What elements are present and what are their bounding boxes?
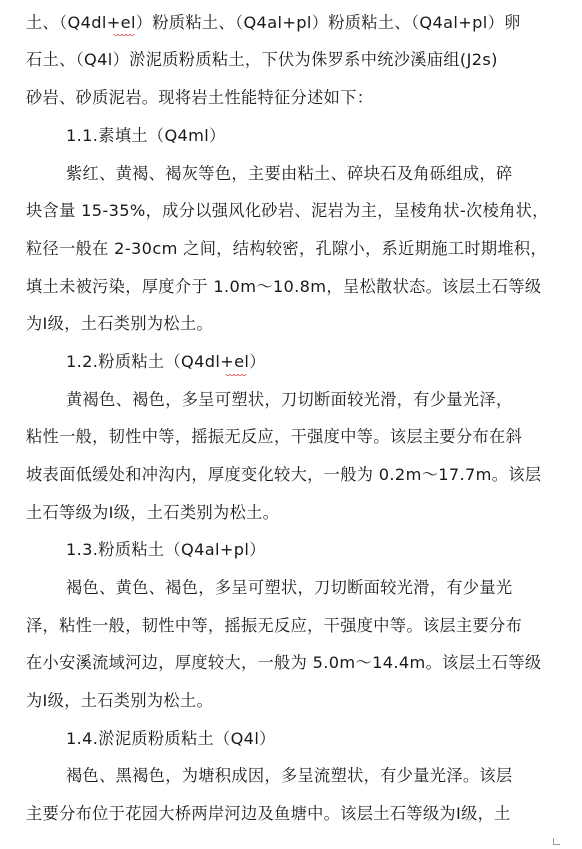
- text-line-21: 褐色、黑褐色，为塘积成因，多呈流塑状，有少量光泽。该层: [66, 766, 513, 785]
- corner-mark-icon: [553, 838, 560, 845]
- text-line-16: 褐色、黄色、褐色，多呈可塑状，刀切断面较光滑，有少量光: [66, 578, 513, 597]
- text-line-13: 坡表面低缓处和冲沟内，厚度变化较大，一般为 0.2m～17.7m。该层: [26, 465, 542, 484]
- text-line-1: 土、（Q4dl+el）粉质粘土、（Q4al+pl）粉质粘土、（Q4al+pl）卵: [26, 13, 521, 32]
- text-line-22: 主要分布位于花园大桥两岸河边及鱼塘中。该层土石等级为Ⅰ级，土: [26, 804, 511, 823]
- spellcheck-underline: [226, 374, 246, 377]
- text-line-7: 粒径一般在 2-30cm 之间，结构较密，孔隙小，系近期施工时期堆积，: [26, 239, 548, 258]
- text-line-3: 砂岩、砂质泥岩。现将岩土性能特征分述如下：: [26, 88, 374, 107]
- section-heading-1-4: 1.4.淤泥质粉质粘土（Q4l）: [66, 729, 276, 748]
- text-line-14: 土石等级为Ⅰ级，土石类别为松土。: [26, 503, 280, 522]
- spellcheck-underline: [114, 34, 134, 37]
- text-line-18: 在小安溪流域河边，厚度较大，一般为 5.0m～14.4m。该层土石等级: [26, 653, 542, 672]
- text-line-12: 粘性一般，韧性中等，摇振无反应，干强度中等。该层主要分布在斜: [26, 427, 523, 446]
- section-heading-1-2: 1.2.粉质粘土（Q4dl+el）: [66, 352, 266, 371]
- text-line-5: 紫红、黄褐、褐灰等色，主要由粘土、碎块石及角砾组成，碎: [66, 164, 513, 183]
- text-line-9: 为Ⅰ级，土石类别为松土。: [26, 314, 214, 333]
- text-line-6: 块含量 15-35%，成分以强风化砂岩、泥岩为主，呈棱角状-次棱角状，: [26, 201, 549, 220]
- section-heading-1-3: 1.3.粉质粘土（Q4al+pl）: [66, 540, 266, 559]
- text-line-2: 石土、（Q4l）淤泥质粉质粘土，下伏为侏罗系中统沙溪庙组(J2s): [26, 50, 498, 69]
- section-heading-1-1: 1.1.素填土（Q4ml）: [66, 126, 226, 145]
- text-line-8: 填土未被污染，厚度介于 1.0m～10.8m，呈松散状态。该层土石等级: [26, 277, 542, 296]
- text-line-17: 泽，粘性一般，韧性中等，摇振无反应，干强度中等。该层主要分布: [26, 616, 523, 635]
- text-line-19: 为Ⅰ级，土石类别为松土。: [26, 691, 214, 710]
- text-line-11: 黄褐色、褐色，多呈可塑状，刀切断面较光滑，有少量光泽，: [66, 390, 513, 409]
